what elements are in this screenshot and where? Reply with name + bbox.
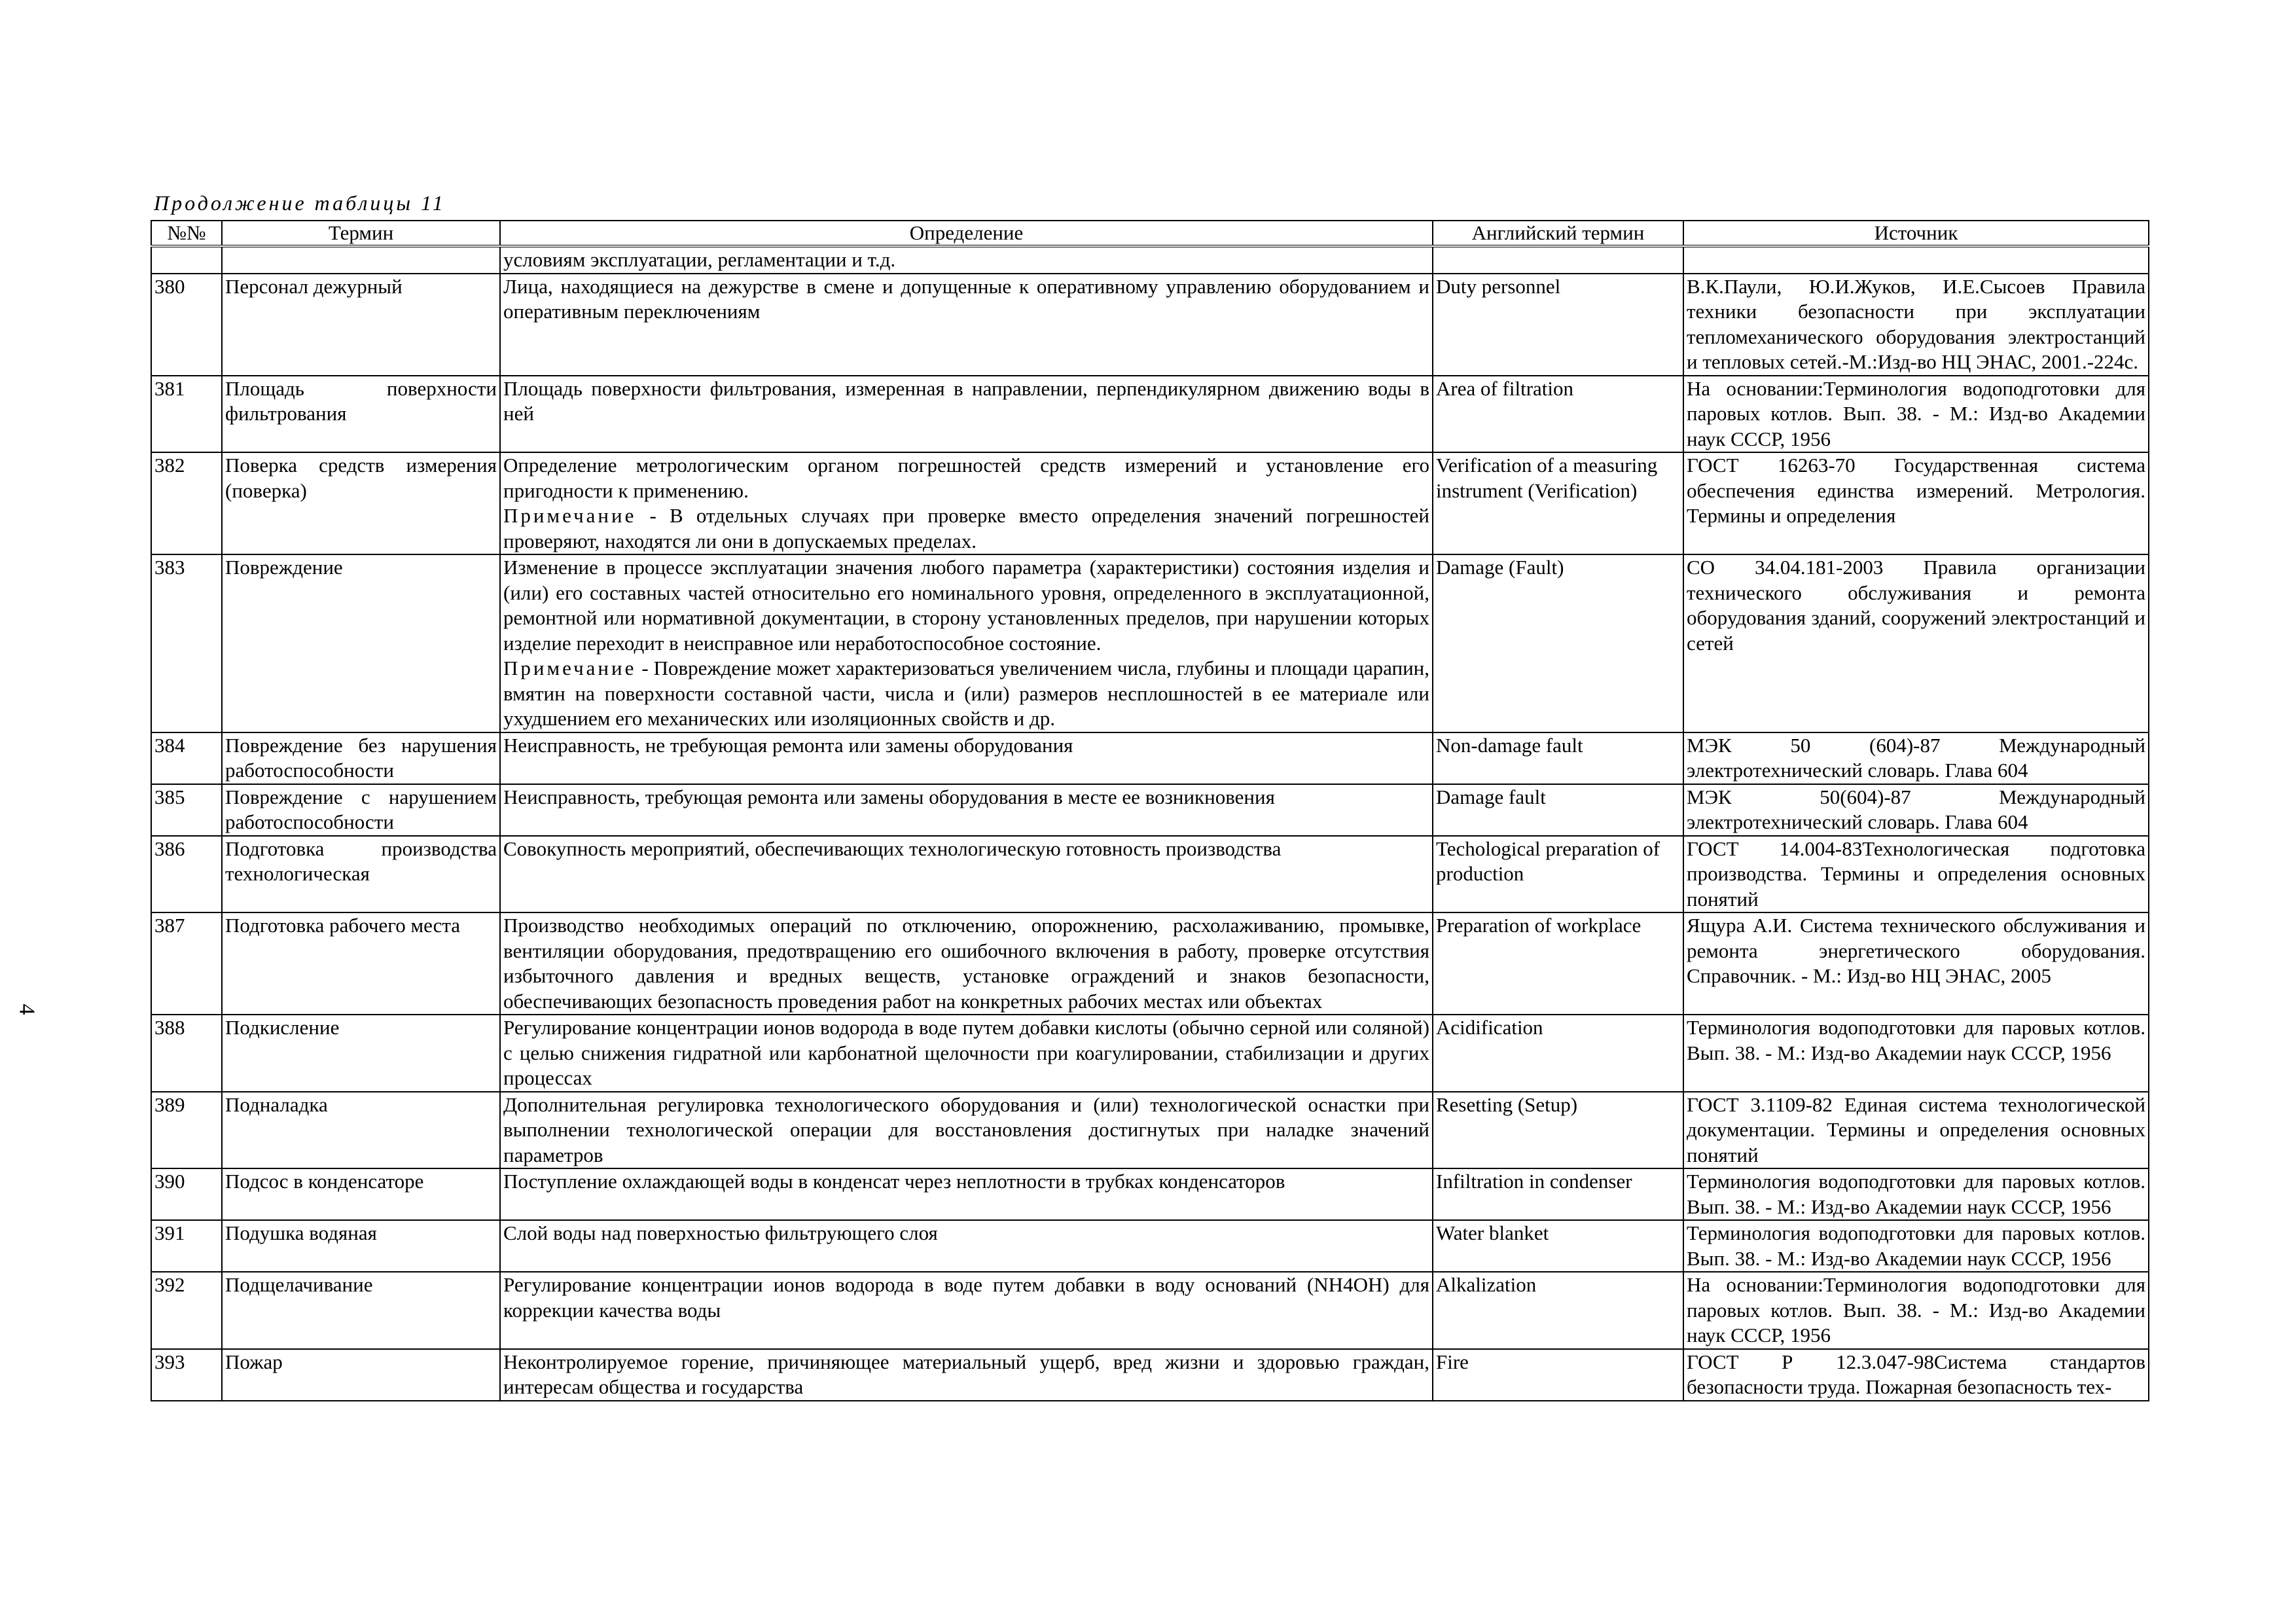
table-body: [151, 246, 2149, 1401]
row-english: Non-damage fault: [1433, 732, 1683, 784]
row-source: СО 34.04.181-2003 Правила организации технического обслуживания и ремонта оборудования зданий, сооружений электростанций и сетей: [1683, 554, 2149, 732]
table-row: [151, 784, 2149, 836]
row-definition: [500, 784, 1433, 836]
row-definition: [500, 274, 1433, 376]
header-term: Термин: [222, 221, 500, 246]
table-row: [151, 452, 2149, 554]
row-english: Preparation of workplace: [1433, 912, 1683, 1015]
definition-text: Лица, находящиеся на дежурстве в смене и допущенные к оперативному управлению оборудованием и оперативным переключениям: [503, 274, 1429, 323]
definition-text: Определение метрологическим органом погрешностей средств измерений и установление его пригодности к применению.: [503, 454, 1429, 502]
row-num: 385: [151, 784, 222, 836]
definition-text: Регулирование концентрации ионов водорода в воде путем добавки кислоты (обычно серной или соляной) с целью снижения гидратной или карбонатной щелочности при коагулировании, стабилизации и других процессах: [503, 1016, 1429, 1089]
row-num: 388: [151, 1015, 222, 1092]
row-source: Терминология водоподготовки для паровых котлов. Вып. 38. - М.: Изд-во Академии наук СССР, 1956: [1683, 1015, 2149, 1092]
row-source: ГОСТ 16263-70 Государственная система обеспечения единства измерений. Метрология. Термины и определения: [1683, 452, 2149, 554]
row-term: Персонал дежурный: [222, 274, 500, 376]
row-english: Damage fault: [1433, 784, 1683, 836]
row-term: Подналадка: [222, 1092, 500, 1169]
row-source: ГОСТ 14.004-83Технологическая подготовка производства. Термины и определения основных понятий: [1683, 836, 2149, 913]
row-source: Терминология водоподготовки для паровых котлов. Вып. 38. - М.: Изд-во Академии наук СССР, 1956: [1683, 1220, 2149, 1272]
row-num: 381: [151, 376, 222, 453]
row-source: ГОСТ Р 12.3.047-98Система стандартов безопасности труда. Пожарная безопасность тех-: [1683, 1349, 2149, 1401]
row-term: Подготовка рабочего места: [222, 912, 500, 1015]
row-num: 391: [151, 1220, 222, 1272]
row-english: Water blanket: [1433, 1220, 1683, 1272]
table-row: [151, 554, 2149, 732]
definition-text: Неконтролируемое горение, причиняющее материальный ущерб, вред жизни и здоровью граждан, интересам общества и государства: [503, 1350, 1429, 1398]
header-row: [151, 221, 2149, 246]
row-num: 392: [151, 1272, 222, 1349]
definition-text: Изменение в процессе эксплуатации значения любого параметра (характеристики) состояния изделия и (или) его составных частей относительно его номинального уровня, определенного в эксплуатационной, ремонтной или нормативной документации, в сторону установленных пределов, при нарушении которых изделие переходит в неисправное или неработоспособное состояние.: [503, 556, 1429, 655]
row-definition: [500, 452, 1433, 554]
row-num: 390: [151, 1168, 222, 1220]
continuation-definition: условиям эксплуатации, регламентации и т.д.: [500, 246, 1433, 274]
definition-text: Производство необходимых операций по отключению, опорожнению, расхолаживанию, промывке, вентиляции оборудования, предотвращению его ошибочного включения в работу, проверке отсутствия избыточного давления и вредных веществ, установке ограждений и знаков безопасности, обеспечивающих безопасность проведения работ на конкретных рабочих местах или объектах: [503, 914, 1429, 1013]
row-english: Damage (Fault): [1433, 554, 1683, 732]
table-row: [151, 1220, 2149, 1272]
row-definition: [500, 1220, 1433, 1272]
row-english: Fire: [1433, 1349, 1683, 1401]
page-number: 4: [14, 1003, 39, 1015]
row-english: Infiltration in condenser: [1433, 1168, 1683, 1220]
definition-text: Слой воды над поверхностью фильтрующего слоя: [503, 1221, 938, 1244]
definition-text: Поступление охлаждающей воды в конденсат через неплотности в трубках конденсаторов: [503, 1170, 1285, 1193]
row-source: Терминология водоподготовки для паровых котлов. Вып. 38. - М.: Изд-во Академии наук СССР, 1956: [1683, 1168, 2149, 1220]
header-definition: Определение: [500, 221, 1433, 246]
row-english: Duty personnel: [1433, 274, 1683, 376]
note-label: Примечание: [503, 657, 637, 679]
table-row: [151, 1168, 2149, 1220]
definition-text: Дополнительная регулировка технологического оборудования и (или) технологической оснастки при выполнении технологической операции для восстановления достигнутых при наладке значений параметров: [503, 1092, 1429, 1166]
row-source: На основании:Терминология водоподготовки для паровых котлов. Вып. 38. - М.: Изд-во Академии наук СССР, 1956: [1683, 1272, 2149, 1349]
table-row: [151, 1349, 2149, 1401]
continuation-source: [1683, 246, 2149, 274]
row-term: Подщелачивание: [222, 1272, 500, 1349]
definition-text: Площадь поверхности фильтрования, измеренная в направлении, перпендикулярном движению воды в ней: [503, 376, 1429, 425]
table-header: [151, 221, 2149, 246]
row-english: Area of filtration: [1433, 376, 1683, 453]
row-term: Подсос в конденсаторе: [222, 1168, 500, 1220]
table-row: [151, 376, 2149, 453]
continuation-english: [1433, 246, 1683, 274]
row-source: ГОСТ 3.1109-82 Единая система технологической документации. Термины и определения основных понятий: [1683, 1092, 2149, 1169]
row-source: МЭК 50(604)-87 Международный электротехнический словарь. Глава 604: [1683, 784, 2149, 836]
table-row: [151, 1015, 2149, 1092]
table-row: [151, 1272, 2149, 1349]
row-term: Подушка водяная: [222, 1220, 500, 1272]
row-english: Acidification: [1433, 1015, 1683, 1092]
row-source: В.К.Паули, Ю.И.Жуков, И.Е.Сысоев Правила техники безопасности при эксплуатации тепломеханического оборудования электростанций и тепловых сетей.-М.:Изд-во НЦ ЭНАС, 2001.-224с.: [1683, 274, 2149, 376]
row-source: Ящура А.И. Система технического обслуживания и ремонта энергетического оборудования. Справочник. - М.: Изд-во НЦ ЭНАС, 2005: [1683, 912, 2149, 1015]
row-definition: [500, 1168, 1433, 1220]
row-definition: [500, 912, 1433, 1015]
row-num: 387: [151, 912, 222, 1015]
row-definition: [500, 732, 1433, 784]
row-english: Techological preparation of production: [1433, 836, 1683, 913]
row-term: Пожар: [222, 1349, 500, 1401]
row-num: 393: [151, 1349, 222, 1401]
row-num: 382: [151, 452, 222, 554]
row-num: 384: [151, 732, 222, 784]
row-term: Подкисление: [222, 1015, 500, 1092]
table-row: [151, 1092, 2149, 1169]
row-definition: [500, 554, 1433, 732]
note-text: - Повреждение может характеризоваться увеличением числа, глубины и площади царапин, вмятин на поверхности составной части, числа и (или) размеров несплошностей в ее материале или ухудшением его механических или изоляционных свойств и др.: [503, 657, 1429, 730]
row-num: 389: [151, 1092, 222, 1169]
note-label: Примечание: [503, 504, 637, 527]
row-num: 386: [151, 836, 222, 913]
table-row: [151, 836, 2149, 913]
row-definition: [500, 1349, 1433, 1401]
row-term: Поверка средств измерения (поверка): [222, 452, 500, 554]
row-num: 383: [151, 554, 222, 732]
row-num: 380: [151, 274, 222, 376]
row-term: Повреждение с нарушением работоспособности: [222, 784, 500, 836]
row-definition: [500, 1272, 1433, 1349]
row-term: Площадь поверхности фильтрования: [222, 376, 500, 453]
continuation-num: [151, 246, 222, 274]
continuation-row: [151, 246, 2149, 274]
table-row: [151, 274, 2149, 376]
row-definition: [500, 1092, 1433, 1169]
row-definition: [500, 1015, 1433, 1092]
definition-text: Регулирование концентрации ионов водорода в воде путем добавки в воду оснований (NH4OH) для коррекции качества воды: [503, 1273, 1429, 1322]
note-text: - В отдельных случаях при проверке вместо определения значений погрешностей проверяют, находятся ли они в допускаемых пределах.: [503, 504, 1429, 552]
row-english: Alkalization: [1433, 1272, 1683, 1349]
header-english: Английский термин: [1433, 221, 1683, 246]
terms-table: [151, 220, 2149, 1401]
header-source: Источник: [1683, 221, 2149, 246]
row-english: Verification of a measuring instrument (Verification): [1433, 452, 1683, 554]
row-term: Повреждение без нарушения работоспособности: [222, 732, 500, 784]
row-source: На основании:Терминология водоподготовки для паровых котлов. Вып. 38. - М.: Изд-во Академии наук СССР, 1956: [1683, 376, 2149, 453]
row-term: Повреждение: [222, 554, 500, 732]
table-caption: Продолжение таблицы 11: [154, 191, 446, 215]
definition-text: Совокупность мероприятий, обеспечивающих технологическую готовность производства: [503, 837, 1282, 860]
definition-text: Неисправность, требующая ремонта или замены оборудования в месте ее возникновения: [503, 785, 1275, 808]
row-definition: [500, 376, 1433, 453]
continuation-term: [222, 246, 500, 274]
row-source: МЭК 50 (604)-87 Международный электротехнический словарь. Глава 604: [1683, 732, 2149, 784]
header-num: №№: [151, 221, 222, 246]
row-english: Resetting (Setup): [1433, 1092, 1683, 1169]
definition-text: Неисправность, не требующая ремонта или замены оборудования: [503, 733, 1073, 757]
row-definition: [500, 836, 1433, 913]
table-row: [151, 912, 2149, 1015]
table-row: [151, 732, 2149, 784]
row-term: Подготовка производства технологическая: [222, 836, 500, 913]
